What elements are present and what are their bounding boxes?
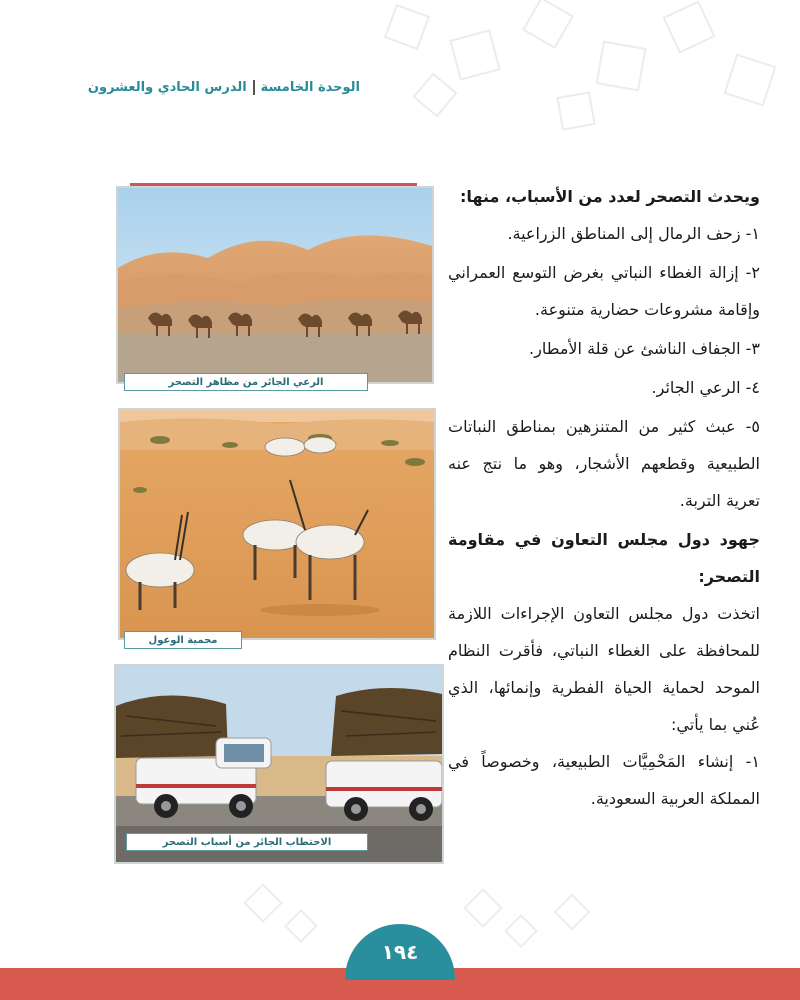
- photo-caption: الاحتطاب الجائر من أسباب التصحر: [126, 833, 368, 851]
- photo-oryx-reserve: [118, 408, 436, 640]
- cause-item: ٣- الجفاف الناشئ عن قلة الأمطار.: [529, 339, 760, 358]
- lesson-text: [448, 178, 760, 817]
- gcc-heading: جهود دول مجلس التعاون في مقاومة التصحر:: [448, 530, 760, 586]
- header-separator: [253, 80, 255, 95]
- unit-title: الوحدة الخامسة: [260, 80, 360, 95]
- photo-caption: الرعي الجائر من مظاهر التصحر: [124, 373, 368, 391]
- causes-intro: ويحدث التصحر لعدد من الأسباب، منها:: [460, 187, 760, 206]
- cause-item: ٥- عبث كثير من المتنزهين بمناطق النباتات الطبيعية وقطعهم الأشجار، وهو ما نتج عنه تعرية التربة.: [448, 417, 760, 510]
- photo-camels-grazing: [116, 186, 434, 384]
- decorative-pattern: [360, 0, 800, 150]
- cause-item: ١- زحف الرمال إلى المناطق الزراعية.: [507, 224, 760, 243]
- gcc-paragraph: اتخذت دول مجلس التعاون الإجراءات اللازمة للمحافظة على الغطاء النباتي، فأقرت النظام الموحد لحماية الحياة الفطرية وإنمائها، الذي عُني بما يأتي:: [448, 604, 760, 734]
- unit-lesson-header: [88, 80, 360, 95]
- page-number: ١٩٤: [381, 940, 419, 964]
- cause-item: ٢- إزالة الغطاء النباتي بغرض التوسع العمراني وإقامة مشروعات حضارية متنوعة.: [448, 263, 760, 319]
- lesson-title: الدرس الحادي والعشرون: [87, 80, 247, 95]
- photo-caption: محمية الوعول: [124, 631, 242, 649]
- gcc-item: ١- إنشاء المَحْمِيَّات الطبيعية، وخصوصاً في المملكة العربية السعودية.: [448, 752, 760, 808]
- cause-item: ٤- الرعي الجائر.: [651, 378, 760, 397]
